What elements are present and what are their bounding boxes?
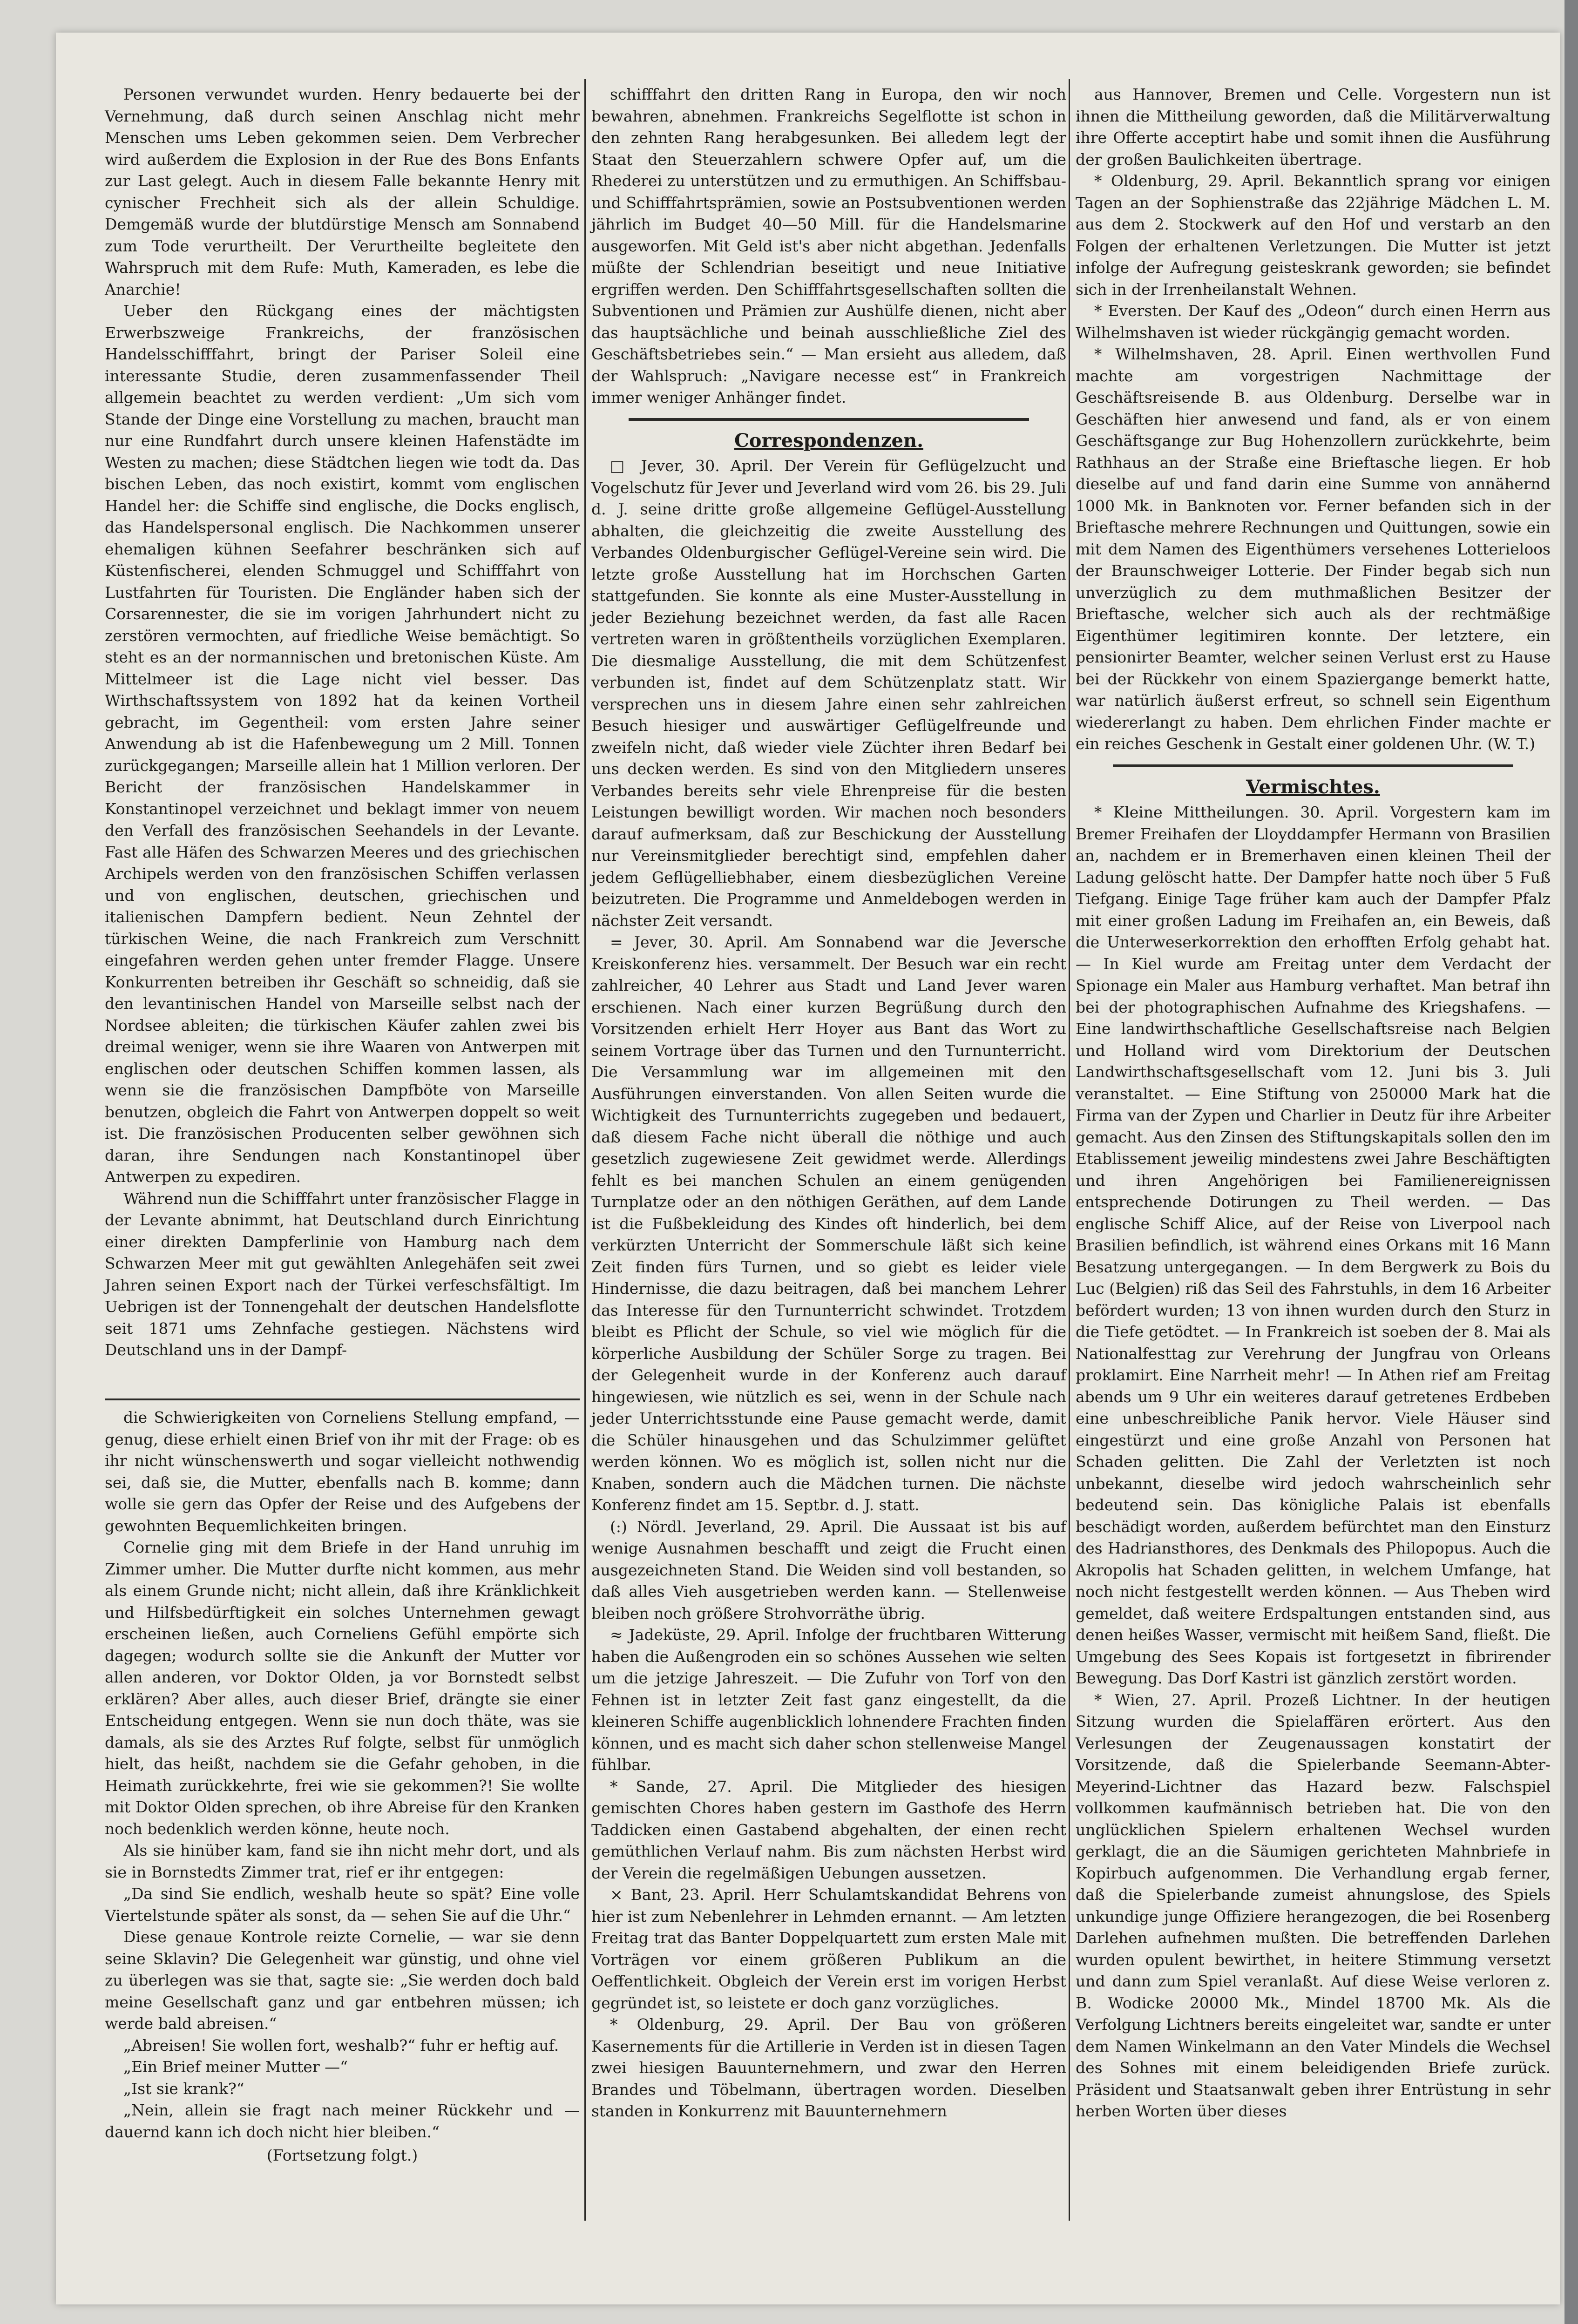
column-rule xyxy=(1069,79,1070,2221)
section-title-vermischtes: Vermischtes. xyxy=(1246,776,1380,798)
report-paragraph: aus Hannover, Bremen und Celle. Vorgestern nun ist ihnen die Mittheilung geworden, daß die Militärverwaltung ihre Offerte acceptirt habe und somit ihnen die Ausführung der großen Baulichkeiten übertrage. xyxy=(1076,85,1551,169)
article-paragraph: Während nun die Schifffahrt unter französischer Flagge in der Levante abnimmt, hat Deutschland durch Einrichtung einer direkten Dampferlinie von Hamburg nach dem Schwarzen Meer mit gut gewählten Anlegehäfen seit zwei Jahren seinen Export nach der Türkei verfeschsfältigt. Im Uebrigen ist der Tonnengehalt der deutschen Handelsflotte seit 1871 ums Zehnfache gestiegen. Nächstens wird Deutschland uns in der Dampf- xyxy=(105,1189,580,1359)
section-divider xyxy=(629,418,1029,421)
misc-paragraph: * Kleine Mittheilungen. 30. April. Vorgestern kam im Bremer Freihafen der Lloyddampfer Hermann von Brasilien an, nachdem er in Bremerhaven einen kleinen Theil der Ladung gelöscht hatte. Der Dampfer hatte noch über 5 Fuß Tiefgang. Einige Tage früher kam auch der Dampfer Pfalz mit einer großen Ladung im Freihafen an, ein Beweis, daß die Unterweserkorrektion den erhofften Erfolg gehabt hat. — In Kiel wurde am Freitag unter dem Verdacht der Spionage ein Maler aus Hamburg verhaftet. Man betraf ihn bei der photographischen Aufnahme des Kriegshafens. — Eine landwirthschaftliche Gesellschaftsreise nach Belgien und Holland wird vom Direktorium der Deutschen Landwirthschaftsgesellschaft vom 12. Juni bis 3. Juli veranstaltet. — Eine Stiftung von 250000 Mark hat die Firma van der Zypen und Charlier in Deutz für ihre Arbeiter gemacht. Aus den Zinsen des Stiftungskapitals sollen den im Etablissement jeweilig mindestens zwei Jahre Beschäftigten und ihren Angehörigen bei Familienereignissen entsprechende Dotirungen zu Theil werden. — Das englische Schiff Alice, auf der Reise von Liverpool nach Brasilien befindlich, ist während eines Orkans mit 16 Mann Besatzung untergegangen. — In dem Bergwerk zu Bois du Luc (Belgien) riß das Seil des Fahrstuhls, in dem 16 Arbeiter befördert wurden; 13 von ihnen wurden durch den Sturz in die Tiefe getödtet. — In Frankreich ist soeben der 8. Mai als Nationalfesttag zur Verehrung der Jungfrau von Orleans proklamirt. Eine Narrheit mehr! — In Athen rief am Freitag abends um 9 Uhr ein weiteres darauf getretenes Erdbeben eine unbeschreibliche Panik hervor. Viele Häuser sind eingestürzt und eine große Anzahl von Personen hat Schaden gelitten. Die Zahl der Verletzten ist noch unbekannt, dieselbe wird jedoch wahrscheinlich sehr bedeutend sein. Das königliche Palais ist ebenfalls beschädigt worden, außerdem befürchtet man den Einsturz des Hadriansthores, des Denkmals des Philopopus. Auch die Akropolis hat Schaden gelitten, in welchem Umfange, hat noch nicht festgestellt werden können. — Aus Theben wird gemeldet, daß weitere Erdspaltungen entstanden sind, aus denen heißes Wasser, vermischt mit heißem Sand, fließt. Die Umgebung des Sees Kopais ist fortgesetzt in fibrirender Bewegung. Das Dorf Kastri ist gänzlich zerstört worden. xyxy=(1076,803,1551,1687)
feuilleton-paragraph: „Ist sie krank?“ xyxy=(123,2079,244,2098)
column-3 xyxy=(1076,84,1551,2122)
report-paragraph: = Jever, 30. April. Am Sonnabend war die Jeversche Kreiskonferenz hies. versammelt. Der Besuch war ein recht zahlreicher, 40 Lehrer aus Stadt und Land Jever waren erschienen. Nach einer kurzen Begrüßung durch den Vorsitzenden erhielt Herr Hoyer aus Bant das Wort zu seinem Vortrage über das Turnen und den Turnunterricht. Die Versammlung war im allgemeinen mit den Ausführungen einverstanden. Von allen Seiten wurde die Wichtigkeit des Turnunterrichts zugegeben und bedauert, daß diesem Fache nicht überall die nöthige und auch gesetzlich zugewiesene Zeit gewidmet werde. Allerdings fehlt es bei manchen Schulen an einem genügenden Turnplatze oder an den nöthigen Geräthen, auf dem Lande ist die Fußbekleidung des Kindes oft hinderlich, bei dem verkürzten Unterricht der Sommerschule läßt sich keine Zeit finden fürs Turnen, und so giebt es leider viele Hindernisse, die dazu beitragen, daß bei manchem Lehrer das Interesse für den Turnunterricht schwindet. Trotzdem bleibt es Pflicht der Schule, so viel wie möglich für die körperliche Ausbildung der Schüler Sorge zu tragen. Bei der Gelegenheit wurde in der Konferenz auch darauf hingewiesen, wie nützlich es sei, wenn in der Schule nach jeder Unterrichtsstunde eine Pause gemacht werde, damit die Schüler hinausgehen und das Schulzimmer gelüftet werden können. Wo es möglich ist, sollen nicht nur die Knaben, sondern auch die Mädchen turnen. Die nächste Konferenz findet am 15. Septbr. d. J. statt. xyxy=(591,933,1066,1514)
article-paragraph: schifffahrt den dritten Rang in Europa, den wir noch bewahren, abnehmen. Frankreichs Segelflotte ist schon in den zehnten Rang herabgesunken. Bei alledem legt der Staat den Steuerzahlern schwere Opfer auf, um die Rhederei zu unterstützen und zu ermuthigen. An Schiffsbau- und Schifffahrtsprämien, sowie an Postsubventionen werden jährlich im Budget 40—50 Mill. für die Handelsmarine ausgeworfen. Mit Geld ist's aber nicht abgethan. Jedenfalls müßte der Schlendrian beseitigt und neue Initiative ergriffen werden. Den Schifffahrtsgesellschaften sollten die Subventionen und Prämien zur Aushülfe dienen, nicht aber das hauptsächliche und beinah ausschließliche Ziel des Geschäftsbetriebes sein.“ — Man ersieht aus alledem, daß der Wahlspruch: „Navigare necesse est“ in Frankreich immer weniger Anhänger findet. xyxy=(591,85,1066,406)
report-paragraph: * Eversten. Der Kauf des „Odeon“ durch einen Herrn aus Wilhelmshaven ist wieder rückgängig gemacht worden. xyxy=(1076,302,1551,342)
feuilleton-paragraph: Cornelie ging mit dem Briefe in der Hand unruhig im Zimmer umher. Die Mutter durfte nicht kommen, aus mehr als einem Grunde nicht; nicht allein, daß ihre Kränklichkeit und Hilfsbedürftigkeit ein solches Unternehmen gewagt erscheinen ließen, auch Corneliens Gefühl empörte sich dagegen; wodurch sollte sie die Ankunft der Mutter vor allen anderen, vor Doktor Olden, ja vor Bornstedt selbst erklären? Aber alles, auch dieser Brief, drängte sie einer Entscheidung entgegen. Wenn sie nun doch thäte, was sie damals, als sie des Arztes Ruf folgte, selbst für unmöglich hielt, das heißt, nachdem sie die Gefahr gehoben, in die Heimath zurückkehrte, frei wie sie gekommen?! Sie wollte mit Doktor Olden sprechen, ob ihre Abreise für den Kranken noch bedenklich werden könne, heute noch. xyxy=(105,1538,580,1838)
feuilleton-paragraph: „Nein, allein sie fragt nach meiner Rückkehr und — dauernd kann ich doch nicht hier bleiben.“ xyxy=(105,2101,580,2141)
report-paragraph: * Oldenburg, 29. April. Der Bau von größeren Kasernements für die Artillerie in Verden ist in diesen Tagen zwei hiesigen Bauunternehmern, und zwar den Herren Brandes und Töbelmann, übertragen worden. Dieselben standen in Konkurrenz mit Bauunternehmern xyxy=(591,2015,1066,2120)
section-title-correspondenzen: Correspondenzen. xyxy=(734,429,924,452)
report-paragraph: * Sande, 27. April. Die Mitglieder des hiesigen gemischten Chores haben gestern im Gasthofe des Herrn Taddicken einen Gastabend abgehalten, der einen recht gemüthlichen Verlauf nahm. Bis zum nächsten Herbst wird der Verein die regelmäßigen Uebungen aussetzen. xyxy=(591,1777,1066,1882)
feuilleton-paragraph: „Ein Brief meiner Mutter —“ xyxy=(123,2058,348,2076)
page-edge xyxy=(1564,0,1578,2324)
feuilleton-divider xyxy=(105,1398,580,1400)
report-paragraph: * Wilhelmshaven, 28. April. Einen werthvollen Fund machte am vorgestrigen Nachmittage der Geschäftsreisende B. aus Oldenburg. Derselbe war in Geschäften hier anwesend und fand, als er von einem Geschäftsgange zur Bug Hohenzollern zurückkehrte, beim Rathhaus an der Straße eine Brieftasche liegen. Er hob dieselbe auf und fand darin eine Summe von annähernd 1000 Mk. in Banknoten vor. Ferner befanden sich in der Brieftasche mehrere Rechnungen und Quittungen, sowie ein mit dem Namen des Eigenthümers versehenes Lotterieloos der Braunschweiger Lotterie. Der Finder begab sich nun unverzüglich zu dem muthmaßlichen Besitzer der Brieftasche, welcher sich auch als der rechtmäßige Eigenthümer legitimiren konnte. Der letztere, ein pensionirter Beamter, welcher seinen Verlust erst zu Hause bei der Rückkehr von einem Spaziergange bemerkt hatte, war natürlich äußerst erfreut, so schnell sein Eigenthum wiedererlangt zu haben. Dem ehrlichen Finder machte er ein reiches Geschenk in Gestalt einer goldenen Uhr. (W. T.) xyxy=(1076,345,1551,753)
section-divider xyxy=(1113,764,1513,767)
feuilleton-paragraph: Diese genaue Kontrole reizte Cornelie, — war sie denn seine Sklavin? Die Gelegenheit war günstig, und ohne viel zu überlegen was sie that, sagte sie: „Sie werden doch bald meine Gesellschaft ganz und gar entbehren müssen; ich werde bald abreisen.“ xyxy=(105,1928,580,2033)
feuilleton-paragraph: „Abreisen! Sie wollen fort, weshalb?“ fuhr er heftig auf. xyxy=(123,2036,559,2054)
feuilleton-paragraph: Als sie hinüber kam, fand sie ihn nicht mehr dort, und als sie in Bornstedts Zimmer trat, rief er ihr entgegen: xyxy=(105,1841,580,1881)
article-paragraph: Personen verwundet wurden. Henry bedauerte bei der Vernehmung, daß durch seinen Anschlag nicht mehr Menschen ums Leben gekommen seien. Dem Verbrecher wird außerdem die Explosion in der Rue des Bons Enfants zur Last gelegt. Auch in diesem Falle bekannte Henry mit cynischer Frechheit sich als der allein Schuldige. Demgemäß wurde der blutdürstige Mensch am Sonnabend zum Tode verurtheilt. Der Verurtheilte begleitete den Wahrspruch mit dem Rufe: Muth, Kameraden, es lebe die Anarchie! xyxy=(105,85,580,298)
column-1 xyxy=(105,84,580,1361)
column-2 xyxy=(591,84,1066,2122)
article-paragraph: Ueber den Rückgang eines der mächtigsten Erwerbszweige Frankreichs, der französischen Handelsschifffahrt, bringt der Pariser Soleil eine interessante Studie, deren zusammenfassender Theil allgemein beachtet zu werden verdient: „Um sich vom Stande der Dinge eine Vorstellung zu machen, braucht man nur eine Rundfahrt durch unsere kleinen Hafenstädte im Westen zu machen; diese Städtchen liegen wie todt da. Das bischen Leben, das noch existirt, kommt vom englischen Handel her: die Schiffe sind englische, die Docks englisch, das Handelspersonal englisch. Die Nachkommen unserer ehemaligen kühnen Seefahrer beschränken sich auf Küstenfischerei, elenden Schmuggel und Schifffahrt von Lustfahrten für Touristen. Die Engländer haben sich der Corsarennester, die sie im vorigen Jahrhundert nicht zu zerstören vermochten, auf friedliche Weise bemächtigt. So steht es an der normannischen und bretonischen Küste. Am Mittelmeer ist die Lage nicht viel besser. Das Wirthschaftssystem von 1892 hat da keinen Vortheil gebracht, im Gegentheil: vom ersten Jahre seiner Anwendung ab ist die Hafenbewegung um 2 Mill. Tonnen zurückgegangen; Marseille allein hat 1 Million verloren. Der Bericht der französischen Handelskammer in Konstantinopel verzeichnet und beklagt immer von neuem den Verfall des französischen Seehandels in der Levante. Fast alle Häfen des Schwarzen Meeres und des griechischen Archipels werden von den französischen Schiffen verlassen und von englischen, deutschen, griechischen und italienischen Dampfern bedient. Neun Zehntel der türkischen Weine, die nach Frankreich zum Verschnitt eingefahren werden gehen unter fremder Flagge. Unsere Konkurrenten betreiben ihr Geschäft so schneidig, daß sie den levantinischen Handel von Marseille selbst nach der Nordsee ableiten; die türkischen Käufer zahlen zwei bis dreimal weniger, wenn sie ihre Waaren von Antwerpen mit englischen oder deutschen Schiffen kommen lassen, als wenn sie die französischen Dampfböte von Marseille benutzen, obgleich die Fahrt von Antwerpen doppelt so weit ist. Die französischen Producenten selber gewöhnen sich daran, ihre Sendungen nach Konstantinopel über Antwerpen zu expediren. xyxy=(105,302,580,1186)
report-paragraph: * Oldenburg, 29. April. Bekanntlich sprang vor einigen Tagen an der Sophienstraße das 22jährige Mädchen L. M. aus dem 2. Stockwerk auf den Hof und verstarb an den Folgen der erhaltenen Verletzungen. Die Mutter ist jetzt infolge der Aufregung geisteskrank geworden; sie befindet sich in der Irrenheilanstalt Wehnen. xyxy=(1076,172,1551,298)
feuilleton-paragraph: „Da sind Sie endlich, weshalb heute so spät? Eine volle Viertelstunde später als sonst, da — sehen Sie auf die Uhr.“ xyxy=(105,1885,580,1925)
continuation-note: (Fortsetzung folgt.) xyxy=(266,2146,418,2164)
feuilleton-paragraph: die Schwierigkeiten von Corneliens Stellung empfand, — genug, diese erhielt einen Brief von ihr mit der Frage: ob es ihr nicht wünschenswerth und sogar vielleicht nothwendig sei, daß sie, die Mutter, ebenfalls nach B. komme; dann wolle sie gern das Opfer der Reise und des Aufgebens der gewohnten Bequemlichkeiten bringen. xyxy=(105,1408,580,1535)
report-paragraph: ⨯ Bant, 23. April. Herr Schulamtskandidat Behrens von hier ist zum Nebenlehrer in Lehmden ernannt. — Am letzten Freitag trat das Banter Doppelquartett zum ersten Male mit Vorträgen vor einem größeren Publikum an die Oeffentlichkeit. Obgleich der Verein erst im vorigen Herbst gegründet ist, so leistete er doch ganz vorzügliches. xyxy=(591,1885,1066,2012)
column-rule xyxy=(584,79,586,2221)
report-paragraph: (:) Nördl. Jeverland, 29. April. Die Aussaat ist bis auf wenige Ausnahmen beschafft und zeigt die Frucht einen ausgezeichneten Stand. Die Weiden sind voll bestanden, so daß alles Vieh ausgetrieben werden kann. — Stellenweise bleiben noch größere Strohvorräthe übrig. xyxy=(591,1517,1066,1622)
misc-paragraph: * Wien, 27. April. Prozeß Lichtner. In der heutigen Sitzung wurden die Spielaffären erörtert. Aus den Verlesungen der Zeugenaussagen konstatirt der Vorsitzende, daß die Spielerbande Seemann-Abter-Meyerind-Lichtner das Hazard bezw. Falschspiel vollkommen kaufmännisch betrieben hat. Die von den unglücklichen Spielern erhaltenen Wechsel wurden gerklagt, die an die Säumigen gerichteten Mahnbriefe in Kopirbuch aufgenommen. Die Verhandlung ergab ferner, daß die Spielerbande zumeist ahnungslose, des Spiels unkundige junge Offiziere herangezogen, die bei Rosenberg Darlehen aufnehmen mußten. Die betreffenden Darlehen wurden opulent bewirthet, in heitere Stimmung versetzt und dann zum Spiel veranlaßt. Auf diese Weise verloren z. B. Wodicke 20000 Mk., Mindel 18700 Mk. Als die Verfolgung Lichtners bereits eingeleitet war, sandte er unter dem Namen Winkelmann an den Vater Mindels die Wechsel des Sohnes mit einem beleidigenden Briefe zurück. Präsident und Staatsanwalt geben ihrer Entrüstung in sehr herben Worten über dieses xyxy=(1076,1690,1551,2120)
report-paragraph: ≈ Jadeküste, 29. April. Infolge der fruchtbaren Witterung haben die Außengroden ein so schönes Aussehen wie selten um die jetzige Jahreszeit. — Die Zufuhr von Torf von den Fehnen ist in letzter Zeit fast ganz eingestellt, da die kleineren Schiffe augenblicklich lohnendere Frachten finden können, und es macht sich daher schon stellenweise Mangel fühlbar. xyxy=(591,1626,1066,1774)
report-paragraph: □ Jever, 30. April. Der Verein für Geflügelzucht und Vogelschutz für Jever und Jeverland wird vom 26. bis 29. Juli d. J. seine dritte große allgemeine Geflügel-Ausstellung abhalten, die gleichzeitig die zweite Ausstellung des Verbandes Oldenburgischer Geflügel-Vereine sein wird. Die letzte große Ausstellung hat im Horchschen Garten stattgefunden. Sie konnte als eine Muster-Ausstellung in jeder Beziehung bezeichnet werden, da fast alle Racen vertreten waren in größtentheils vorzüglichen Exemplaren. Die diesmalige Ausstellung, die mit dem Schützenfest verbunden ist, findet auf dem Schützenplatz statt. Wir versprechen uns in diesem Jahre einen sehr zahlreichen Besuch hiesiger und auswärtiger Geflügelfreunde und zweifeln nicht, daß wieder viele Züchter ihren Bedarf bei uns decken werden. Es sind von den Mitgliedern unseres Verbandes bereits sehr viele Ehrenpreise für die besten Leistungen bewilligt worden. Wir machen noch besonders darauf aufmerksam, daß zur Beschickung der Ausstellung nur Vereinsmitglieder berechtigt sind, empfehlen daher jedem Geflügelliebhaber, einem diesbezüglichen Vereine beizutreten. Die Programme und Anmeldebogen werden in nächster Zeit versandt. xyxy=(591,457,1066,930)
feuilleton xyxy=(105,1392,580,2167)
